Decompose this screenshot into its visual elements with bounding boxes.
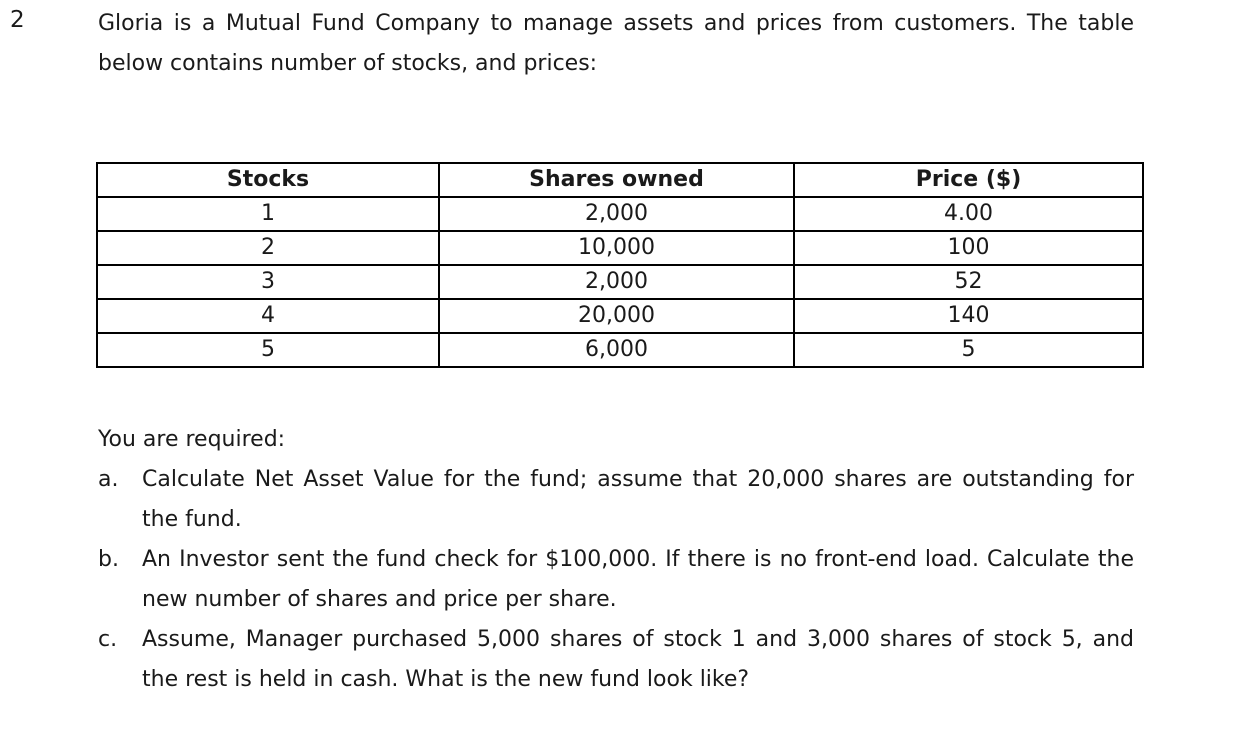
item-text: An Investor sent the fund check for $100,000. If there is no front-end load. Calculate the new number of shares and price per share.: [142, 547, 1134, 612]
item-marker: c.: [98, 627, 118, 652]
cell-price: 4.00: [794, 197, 1143, 231]
cell-stock: 5: [97, 333, 439, 367]
intro-paragraph: Gloria is a Mutual Fund Company to manage assets and prices from customers. The table below contains number of stocks, and prices:: [98, 11, 1134, 76]
cell-shares: 2,000: [439, 197, 794, 231]
item-text: Assume, Manager purchased 5,000 shares of stock 1 and 3,000 shares of stock 5, and the rest is held in cash. What is the new fund look like?: [142, 627, 1134, 692]
list-item: [98, 460, 1134, 540]
question-list: [98, 460, 1134, 700]
header-price: Price ($): [794, 163, 1143, 197]
cell-stock: 2: [97, 231, 439, 265]
cell-price: 52: [794, 265, 1143, 299]
list-item: [98, 620, 1134, 700]
table-row: [97, 197, 1143, 231]
cell-price: 100: [794, 231, 1143, 265]
cell-stock: 1: [97, 197, 439, 231]
cell-price: 140: [794, 299, 1143, 333]
table-row: [97, 299, 1143, 333]
table-header-row: [97, 163, 1143, 197]
question-number: 2: [10, 7, 25, 33]
item-marker: b.: [98, 547, 119, 572]
cell-shares: 10,000: [439, 231, 794, 265]
table-row: [97, 265, 1143, 299]
item-marker: a.: [98, 467, 119, 492]
table-row: [97, 231, 1143, 265]
cell-stock: 4: [97, 299, 439, 333]
item-text: Calculate Net Asset Value for the fund; assume that 20,000 shares are outstanding for the fund.: [142, 467, 1134, 532]
cell-price: 5: [794, 333, 1143, 367]
list-item: [98, 540, 1134, 620]
stocks-table: [96, 162, 1144, 368]
cell-shares: 6,000: [439, 333, 794, 367]
cell-shares: 20,000: [439, 299, 794, 333]
table-row: [97, 333, 1143, 367]
required-label: You are required:: [98, 427, 286, 452]
header-stocks: Stocks: [97, 163, 439, 197]
header-shares-owned: Shares owned: [439, 163, 794, 197]
cell-shares: 2,000: [439, 265, 794, 299]
cell-stock: 3: [97, 265, 439, 299]
